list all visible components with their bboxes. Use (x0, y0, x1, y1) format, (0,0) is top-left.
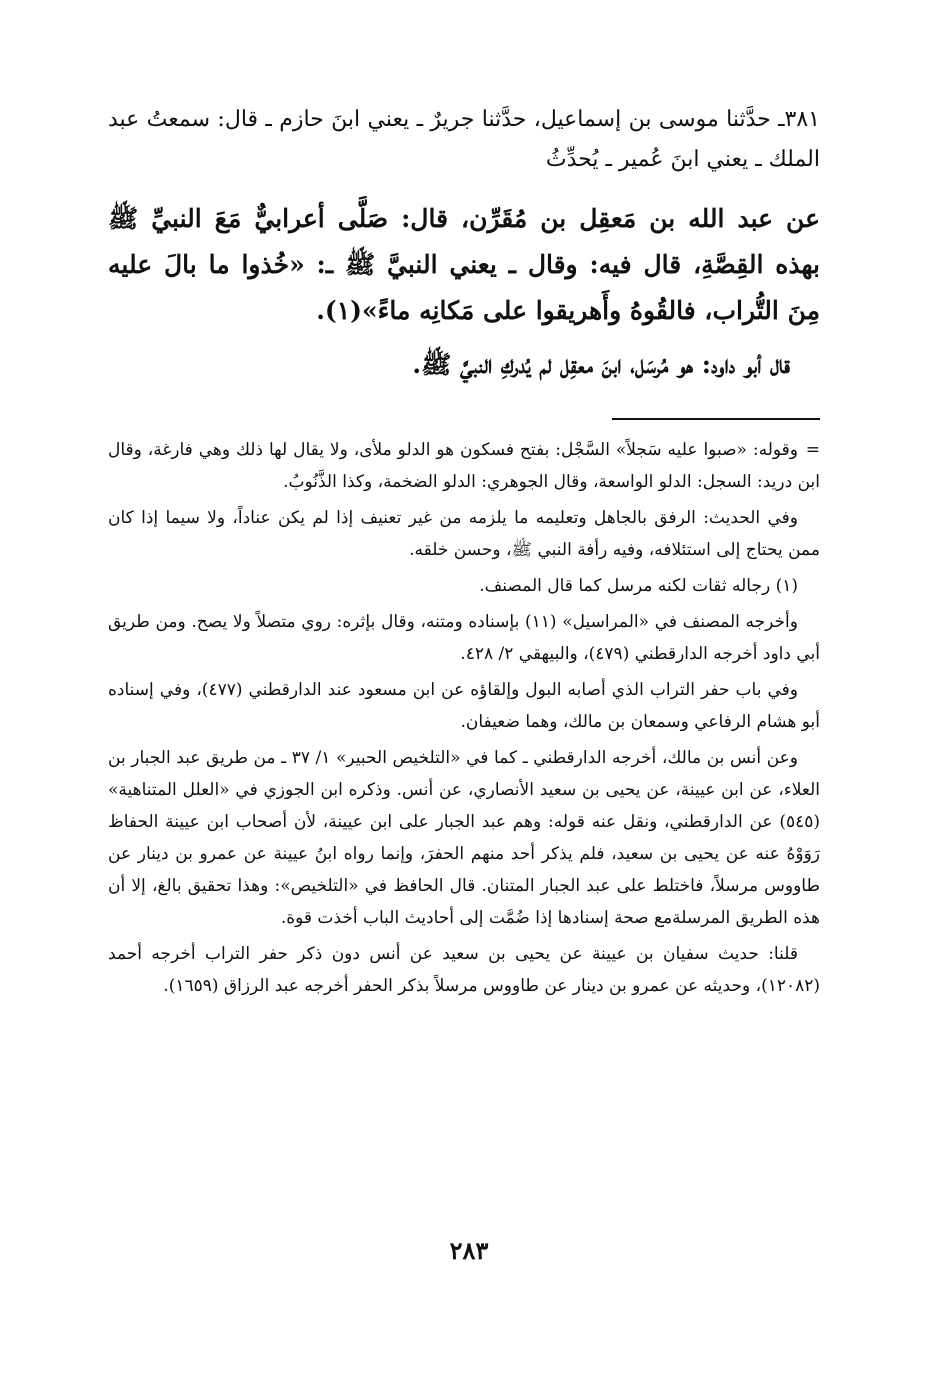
footnote-paragraph: وعن أنس بن مالك، أخرجه الدارقطني ـ كما في «التلخيص الحبير» ١/ ٣٧ ـ من طريق عبد الجبار بن العلاء، عن ابن عيينة، عن يحيى بن سعيد الأنصاري، عن أنس. وذكره ابن الجوزي في «العلل المتناهية» (٥٤٥) عن الدارقطني، ونقل عنه قوله: وهم عبد الجبار على ابن عيينة، لأن أصحاب ابن عيينة الحفاظ رَوَوْهُ عنه عن يحيى بن سعيد، فلم يذكر أحد منهم الحفرَ، وإنما رواه ابنُ عيينة عن عمرو بن دينار عن طاووس مرسلاً، فاختلط على عبد الجبار المتنان. قال الحافظ في «التلخيص»: وهذا تحقيق بالغ، إلا أن هذه الطريق المرسلةمع صحة إسنادها إذا ضُمَّت إلى أحاديث الباب أخذت قوة. (108, 748, 820, 928)
abu-dawud-comment: قال أبو داود: هو مُرسَل، ابنَ معقِل لم يُدركِ النبيَّ ﷺ. (412, 350, 790, 379)
hadith-isnad: ٣٨١ـ حدَّثنا موسى بن إسماعيل، حدَّثنا جريرٌ ـ يعني ابنَ حازم ـ قال: سمعتُ عبد الملك ـ يعني ابنَ عُمير ـ يُحدِّثُ (108, 107, 820, 172)
footnote-divider (612, 418, 820, 420)
footnote-continuation (108, 434, 820, 498)
page-body (108, 100, 820, 1006)
page-number: ٢٨٣ (449, 1236, 489, 1265)
footnote-paragraph: وفي باب حفر التراب الذي أصابه البول وإلقاؤه عن ابن مسعود عند الدارقطني (٤٧٧)، وفي إسناده أبو هشام الرفاعي وسمعان بن مالك، وهما ضعيفان. (108, 680, 820, 732)
footnote-paragraph: وقوله: «صبوا عليه سَجلاً» السَّجْل: بفتح فسكون هو الدلو ملأى، ولا يقال لها ذلك وهي فارغة، وقال ابن دريد: السجل: الدلو الواسعة، وقال الجوهري: الدلو الضخمة، وكذا الذَّنُوبُ. (108, 440, 820, 492)
hadith-matn: عن عبد الله بن مَعقِل بن مُقَرِّن، قال: صَلَّى أعرابيٌّ مَعَ النبيِّ ﷺ بهذه القِصَّةِ، قال فيه: وقال ـ يعني النبيَّ ﷺ ـ: «خُذوا ما بالَ عليه مِنَ التُّراب، فالقُوهُ وأَهريقوا على مَكانِه ماءً»(١). (108, 204, 820, 325)
footnote-paragraph: وأخرجه المصنف في «المراسيل» (١١) بإسناده ومتنه، وقال بإثره: روي متصلاً ولا يصح. ومن طريق أبي داود أخرجه الدارقطني (٤٧٩)، والبيهقي ٢/ ٤٢٨. (108, 612, 820, 664)
continuation-mark: = (805, 440, 820, 460)
footnote-paragraph: وفي الحديث: الرفق بالجاهل وتعليمه ما يلزمه من غير تعنيف إذا لم يكن عناداً، ولا سيما إذا كان ممن يحتاج إلى استئلافه، وفيه رأفة النبي ﷺ، وحسن خلقه. (108, 508, 820, 560)
footnote-1: (١) رجاله ثقات لكنه مرسل كما قال المصنف. (479, 576, 798, 596)
footnote-paragraph: قلنا: حديث سفيان بن عيينة عن يحيى بن سعيد عن أنس دون ذكر حفر التراب أخرجه أحمد (١٢٠٨٢)، وحديثه عن عمرو بن دينار عن طاووس مرسلاً بذكر الحفر أخرجه عبد الرزاق (١٦٥٩). (108, 944, 820, 996)
